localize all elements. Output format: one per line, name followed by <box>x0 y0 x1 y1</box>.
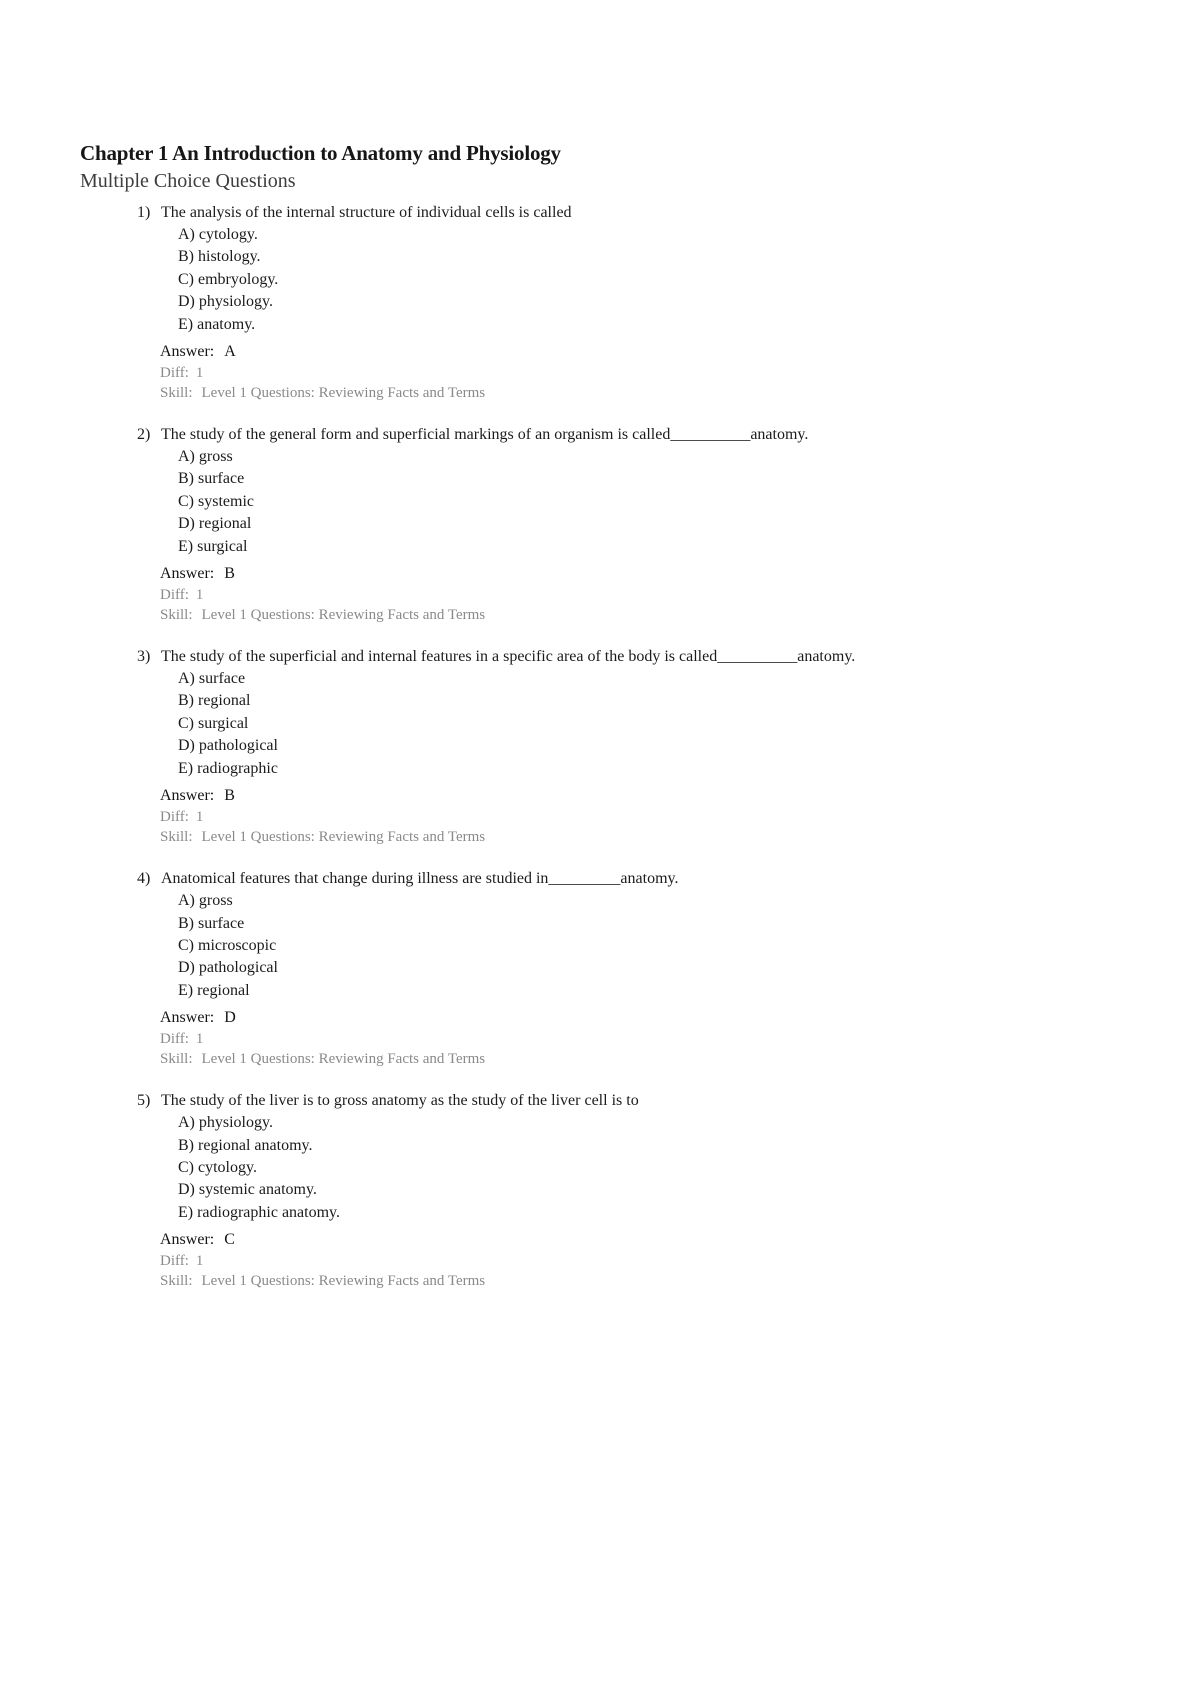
diff-label: Diff: <box>160 809 189 826</box>
skill-line <box>160 1271 1131 1291</box>
diff-label: Diff: <box>160 1031 189 1048</box>
skill-line <box>160 1049 1131 1069</box>
diff-label: Diff: <box>160 365 189 382</box>
question-text: The study of the superficial and internal features in a specific area of the body is called__________anatomy. <box>161 648 856 666</box>
question-number: 1) <box>137 204 151 221</box>
question-line <box>137 646 1131 668</box>
answer-label: Answer: <box>160 1231 215 1249</box>
answer-value: C <box>224 1231 235 1249</box>
diff-line <box>160 807 1131 827</box>
option-d: D) systemic anatomy. <box>178 1181 317 1199</box>
option-b: B) surface <box>178 914 245 932</box>
option-e: E) regional <box>178 981 250 999</box>
skill-value: Level 1 Questions: Reviewing Facts and Terms <box>201 1051 486 1068</box>
answer-value: A <box>224 343 236 361</box>
diff-line <box>160 585 1131 605</box>
answer-label: Answer: <box>160 565 215 583</box>
skill-label: Skill: <box>160 385 193 402</box>
diff-label: Diff: <box>160 587 189 604</box>
option-a: A) physiology. <box>178 1114 273 1132</box>
question-number: 5) <box>137 1092 151 1110</box>
option-a: A) surface <box>178 670 246 688</box>
question-text: The analysis of the internal structure of individual cells is called <box>161 204 572 221</box>
section-subtitle: Multiple Choice Questions <box>80 170 296 192</box>
option-b: B) surface <box>178 470 245 488</box>
skill-value: Level 1 Questions: Reviewing Facts and Terms <box>201 607 486 624</box>
option-c: C) embryology. <box>178 270 279 288</box>
answer-line <box>160 785 1131 807</box>
diff-line <box>160 1029 1131 1049</box>
diff-line <box>160 1251 1131 1271</box>
skill-label: Skill: <box>160 829 193 846</box>
option-e: E) radiographic anatomy. <box>178 1203 341 1221</box>
diff-value: 1 <box>195 365 204 382</box>
question-block-1 <box>80 202 1131 403</box>
option-b: B) histology. <box>178 248 261 266</box>
question-block-2 <box>80 424 1131 625</box>
diff-label: Diff: <box>160 1253 189 1270</box>
answer-line <box>160 563 1131 585</box>
option-a: A) cytology. <box>178 226 258 243</box>
diff-line <box>160 363 1131 383</box>
answer-line <box>160 1007 1131 1029</box>
skill-label: Skill: <box>160 607 193 624</box>
diff-value: 1 <box>195 1253 204 1270</box>
question-line <box>137 202 1131 224</box>
question-number: 3) <box>137 648 151 666</box>
option-c: C) systemic <box>178 492 254 510</box>
option-e: E) anatomy. <box>178 315 256 333</box>
question-line <box>137 424 1131 446</box>
question-block-4 <box>80 868 1131 1069</box>
option-b: B) regional <box>178 692 251 710</box>
option-d: D) pathological <box>178 959 278 977</box>
answer-label: Answer: <box>160 343 215 361</box>
chapter-title: Chapter 1 An Introduction to Anatomy and Physiology <box>80 141 561 165</box>
skill-line <box>160 383 1131 403</box>
diff-value: 1 <box>195 809 204 826</box>
answer-line <box>160 1229 1131 1251</box>
answer-label: Answer: <box>160 787 215 805</box>
option-c: C) surgical <box>178 714 249 732</box>
question-text: The study of the liver is to gross anatomy as the study of the liver cell is to <box>161 1092 639 1110</box>
answer-value: B <box>224 565 235 583</box>
option-b: B) regional anatomy. <box>178 1136 313 1154</box>
diff-value: 1 <box>195 587 204 604</box>
option-e: E) radiographic <box>178 759 278 777</box>
question-line <box>137 868 1131 890</box>
option-a: A) gross <box>178 892 233 910</box>
option-e: E) surgical <box>178 537 248 555</box>
question-block-3 <box>80 646 1131 847</box>
question-number: 2) <box>137 426 151 444</box>
skill-value: Level 1 Questions: Reviewing Facts and Terms <box>201 385 486 402</box>
option-d: D) pathological <box>178 737 278 755</box>
answer-line <box>160 341 1131 363</box>
skill-value: Level 1 Questions: Reviewing Facts and Terms <box>201 1273 486 1290</box>
skill-line <box>160 827 1131 847</box>
option-d: D) physiology. <box>178 293 273 311</box>
question-text: Anatomical features that change during illness are studied in_________anatomy. <box>161 870 679 888</box>
diff-value: 1 <box>195 1031 204 1048</box>
option-a: A) gross <box>178 448 233 466</box>
question-block-5 <box>80 1090 1131 1291</box>
option-c: C) microscopic <box>178 936 277 954</box>
option-c: C) cytology. <box>178 1158 257 1176</box>
question-text: The study of the general form and superficial markings of an organism is called__________anatomy. <box>161 426 809 444</box>
question-line <box>137 1090 1131 1112</box>
skill-label: Skill: <box>160 1273 193 1290</box>
answer-label: Answer: <box>160 1009 215 1027</box>
question-number: 4) <box>137 870 151 888</box>
answer-value: D <box>224 1009 236 1027</box>
answer-value: B <box>224 787 235 805</box>
skill-label: Skill: <box>160 1051 193 1068</box>
option-d: D) regional <box>178 515 252 533</box>
skill-line <box>160 605 1131 625</box>
skill-value: Level 1 Questions: Reviewing Facts and Terms <box>201 829 486 846</box>
